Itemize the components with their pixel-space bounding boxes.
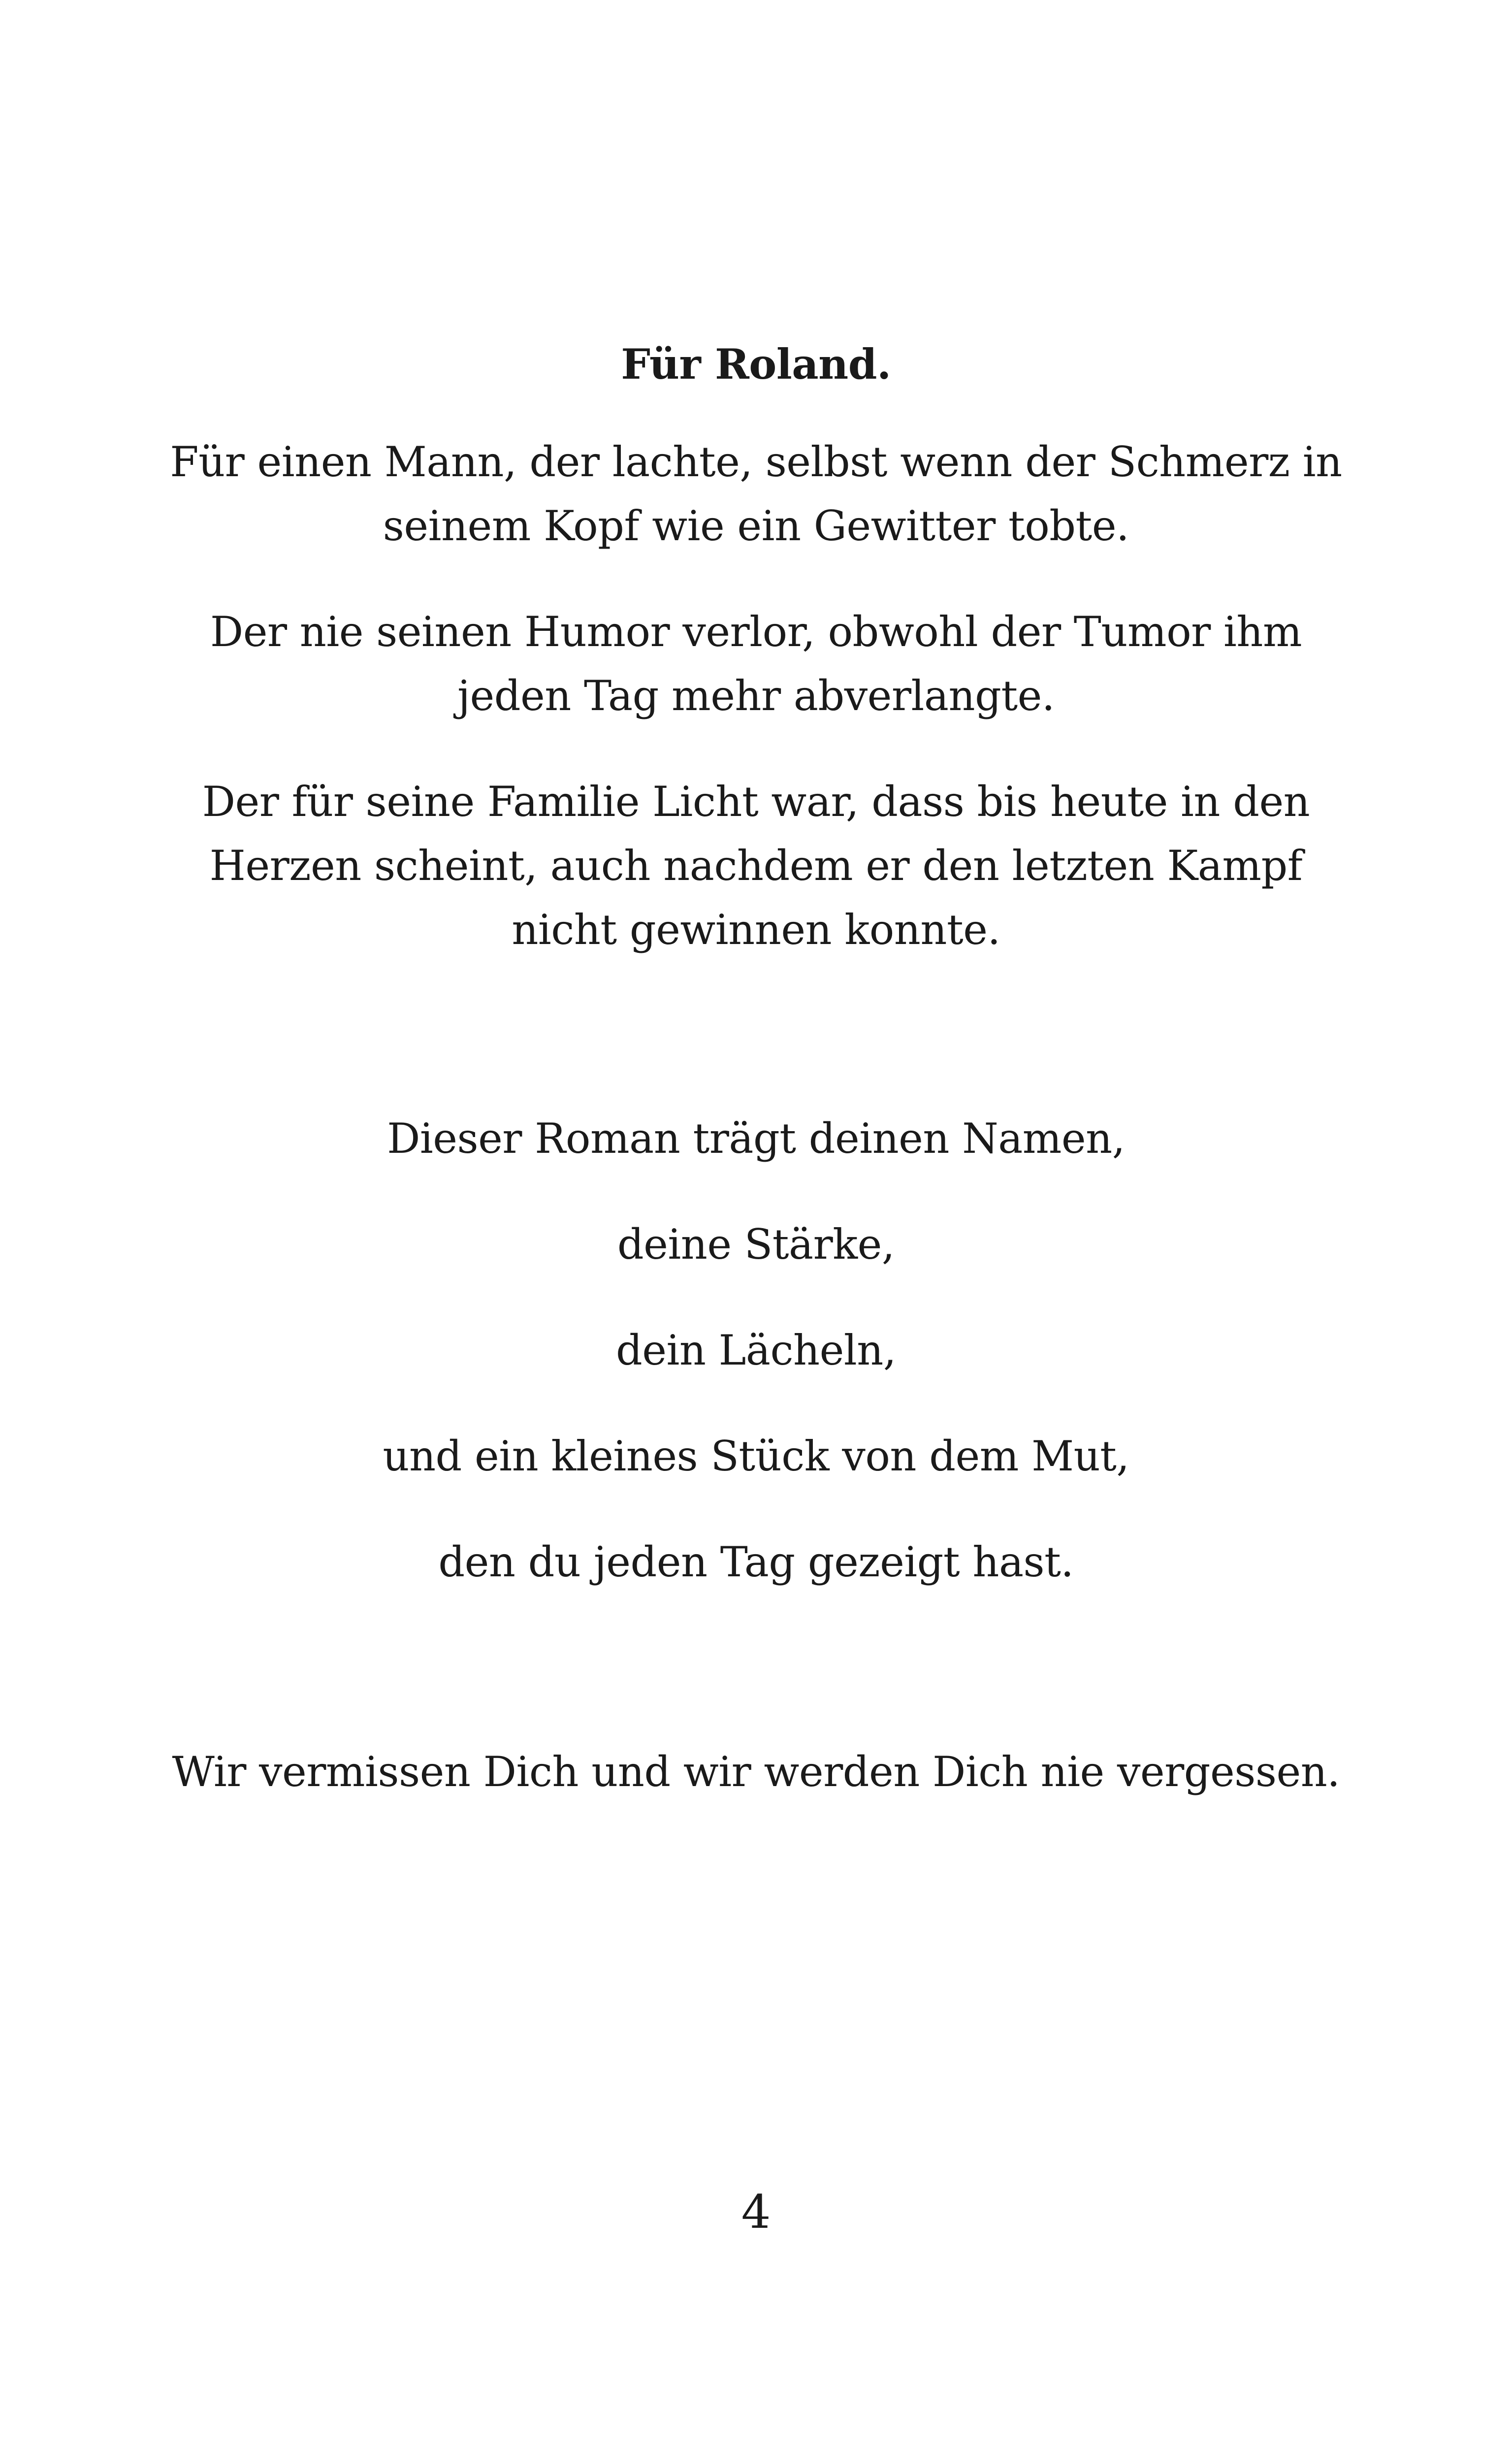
paragraph-2-line-2: jeden Tag mehr abverlangte. xyxy=(457,672,1055,720)
paragraph-3-line-1: Der für seine Familie Licht war, dass bis heute in den xyxy=(202,778,1310,826)
closing-line: Wir vermissen Dich und wir werden Dich nie vergessen. xyxy=(172,1748,1340,1796)
paragraph-2-line-1: Der nie seinen Humor verlor, obwohl der Tumor ihm xyxy=(210,608,1302,656)
verse-line-4: und ein kleines Stück von dem Mut, xyxy=(383,1432,1129,1480)
paragraph-1-line-2: seinem Kopf wie ein Gewitter tobte. xyxy=(383,502,1129,550)
verse-line-3: dein Lächeln, xyxy=(615,1326,897,1374)
verse-line-5: den du jeden Tag gezeigt hast. xyxy=(438,1538,1074,1586)
page-number: 4 xyxy=(741,2185,771,2239)
verse-line-2: deine Stärke, xyxy=(617,1220,895,1269)
paragraph-3-line-3: nicht gewinnen konnte. xyxy=(512,906,1000,954)
paragraph-1-line-1: Für einen Mann, der lachte, selbst wenn der Schmerz in xyxy=(170,438,1342,486)
dedication-title: Für Roland. xyxy=(621,340,891,389)
paragraph-3-line-2: Herzen scheint, auch nachdem er den letzten Kampf xyxy=(209,842,1303,890)
verse-line-1: Dieser Roman trägt deinen Namen, xyxy=(387,1114,1125,1163)
